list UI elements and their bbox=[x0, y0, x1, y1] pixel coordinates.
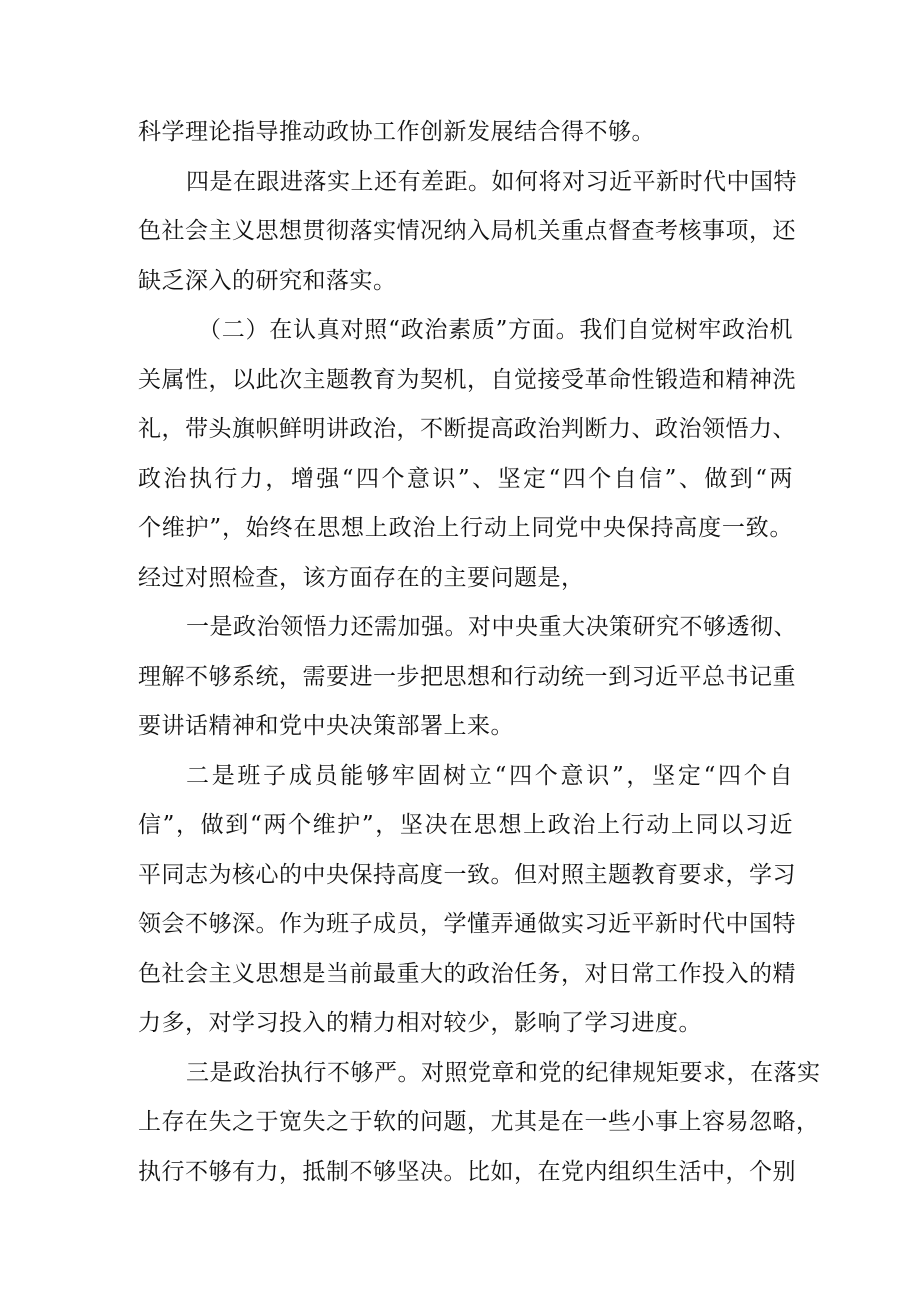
paragraph-4 bbox=[138, 603, 797, 752]
text-line: 缺乏深入的研究和落实。 bbox=[138, 267, 397, 294]
document-page bbox=[138, 108, 821, 1197]
text-line: 力多，对学习投入的精力相对较少，影响了学习进度。 bbox=[138, 1010, 702, 1036]
text-line: 四是在跟进落实上还有差距。如何将对习近平新时代中国特 bbox=[186, 168, 797, 195]
text-line: 关属性，以此次主题教育为契机，自觉接受革命性锻造和精神洗 bbox=[138, 366, 796, 393]
text-line: 经过对照检查，该方面存在的主要问题是， bbox=[138, 564, 585, 591]
text-line: 科学理论指导推动政协工作创新发展结合得不够。 bbox=[138, 119, 655, 145]
text-line: 信”，做到“两个维护”，坚决在思想上政治上行动上同以习近 bbox=[138, 812, 793, 838]
text-line: 个维护”，始终在思想上政治上行动上同党中央保持高度一致。 bbox=[138, 515, 793, 541]
text-line: 领会不够深。作为班子成员，学懂弄通做实习近平新时代中国特 bbox=[138, 911, 796, 937]
text-line: 理解不够系统，需要进一步把思想和行动统一到习近平总书记重 bbox=[138, 663, 796, 690]
paragraph-1 bbox=[138, 108, 793, 158]
text-line: 色社会主义思想贯彻落实情况纳入局机关重点督查考核事项，还 bbox=[138, 218, 796, 244]
paragraph-6 bbox=[138, 1049, 821, 1198]
text-line: 三是政治执行不够严。对照党章和党的纪律规矩要求，在落实 bbox=[186, 1059, 821, 1086]
paragraph-5 bbox=[138, 752, 796, 1049]
paragraph-3 bbox=[138, 306, 796, 603]
text-line: 上存在失之于宽失之于软的问题，尤其是在一些小事上容易忽略， bbox=[138, 1109, 820, 1135]
text-line: 要讲话精神和党中央决策部署上来。 bbox=[138, 713, 514, 739]
paragraph-2 bbox=[138, 158, 797, 307]
text-line: 政治执行力，增强“四个意识”、坚定“四个自信”、做到“两 bbox=[138, 465, 793, 492]
text-line: 一是政治领悟力还需加强。对中央重大决策研究不够透彻、 bbox=[186, 614, 797, 640]
text-line: 平同志为核心的中央保持高度一致。但对照主题教育要求，学习 bbox=[138, 861, 796, 888]
text-line: 二是班子成员能够牢固树立“四个意识”，坚定“四个自 bbox=[186, 762, 793, 789]
text-line: 执行不够有力，抵制不够坚决。比如，在党内组织生活中，个别 bbox=[138, 1158, 796, 1185]
text-line: 礼，带头旗帜鲜明讲政治，不断提高政治判断力、政治领悟力、 bbox=[138, 416, 796, 442]
text-line: 色社会主义思想是当前最重大的政治任务，对日常工作投入的精 bbox=[138, 960, 796, 987]
text-line: （二）在认真对照“政治素质”方面。我们自觉树牢政治机 bbox=[198, 317, 793, 343]
